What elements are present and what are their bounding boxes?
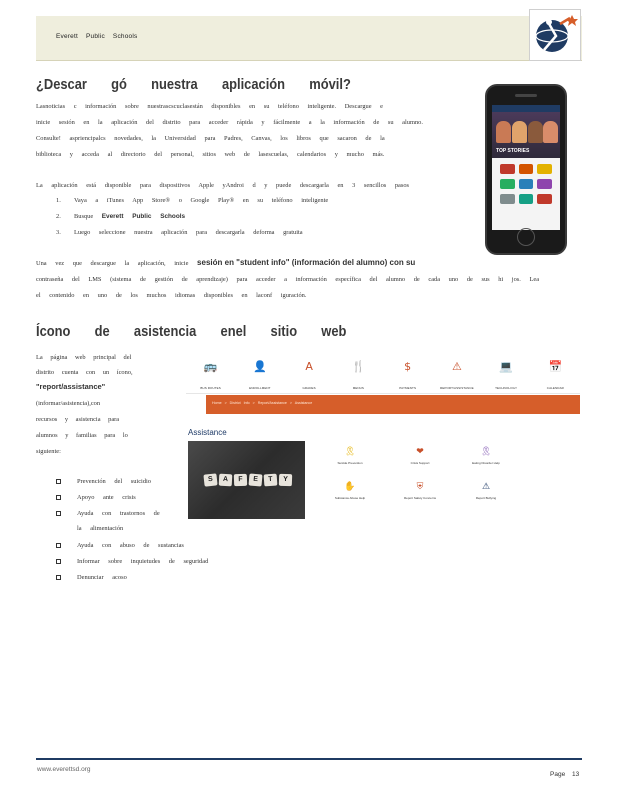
nav-label: ENROLLMENT (249, 386, 271, 390)
hand-heart-icon: ❤ (416, 447, 424, 457)
page-label: Page (550, 771, 566, 778)
app-paragraph-line: biblioteca y acceda al directorio del personal, sitios web de lasescuelas, calendarios y mucho más. (36, 151, 385, 158)
step-text: Luego seleccione nuestra aplicación para descargarla deforma gratuita (74, 229, 303, 236)
menu-icon: 🍴 (351, 360, 366, 373)
app-paragraph-line: Consulte! aspriencipalcs novedades, la Universidad para Padres, Canvas, los libros que sacaron de la (36, 135, 385, 142)
breadcrumb[interactable]: Home > District Info > Report/Assistance > Assistance (212, 401, 313, 405)
grades-icon: A (305, 360, 313, 373)
assistance-report-safety[interactable] (390, 481, 450, 500)
warning-icon: ⚠ (451, 360, 462, 373)
assistance-text-line: (informar/asistencia),con (36, 400, 101, 407)
nav-label: TECHNOLOGY (495, 386, 518, 390)
website-screenshot (186, 350, 580, 520)
assistance-eating-disorder[interactable] (456, 446, 516, 465)
assistance-text-line: siguiente: (36, 448, 61, 455)
ribbon-yellow-icon: 🎗 (344, 447, 356, 457)
step-number: 3. (56, 229, 61, 236)
app-banner-text: TOP STORIES (496, 148, 530, 154)
nav-calendar[interactable] (533, 356, 577, 393)
letter-block: T (264, 474, 278, 487)
letter-block: Y (279, 474, 292, 486)
hand-icon: ✋ (344, 482, 356, 492)
step-bold-text: Everett Public Schools (101, 213, 186, 220)
nav-menus[interactable] (336, 356, 380, 393)
nav-label: CALENDAR (546, 386, 564, 390)
app-tile-grid (492, 158, 560, 210)
step-text: Busque (74, 213, 94, 220)
assistance-report-bullying[interactable] (456, 481, 516, 500)
page-number-value: 13 (572, 771, 580, 778)
payment-icon: $ (404, 360, 412, 373)
nav-enrollment[interactable] (238, 356, 282, 393)
nav-bus-routes[interactable] (189, 356, 233, 393)
step-number: 1. (56, 197, 61, 204)
assistance-label: Suicide Prevention (337, 461, 363, 465)
assistance-label: Substance Abuse Help (334, 496, 366, 500)
bullet-continuation: la alimentación (77, 525, 124, 532)
bullet-item (56, 542, 184, 549)
footer-divider (36, 758, 582, 760)
assistance-suicide-prevention[interactable] (320, 446, 380, 465)
assistance-crisis-support[interactable] (390, 446, 450, 465)
assistance-label: Crisis Support (410, 461, 430, 465)
section-heading-app: ¿Descar gó nuestra aplicación móvil? (36, 76, 351, 93)
assistance-label: Report Safety Concerns (403, 496, 436, 500)
nav-report-assistance[interactable] (435, 356, 479, 393)
alert-icon: ⚠ (481, 482, 491, 492)
district-logo (529, 9, 581, 61)
bullet-item (56, 558, 208, 565)
nav-payments[interactable] (386, 356, 430, 393)
letter-block: E (249, 473, 263, 486)
footer-url[interactable]: www.everettsd.org (37, 766, 91, 773)
step-number: 2. (56, 213, 61, 220)
ribbon-purple-icon: 🎗 (480, 447, 492, 457)
safety-blocks-photo (188, 441, 305, 519)
phone-home-button (517, 228, 535, 246)
phone-speaker (515, 94, 537, 97)
bullet-text: Apoyo ante crisis (77, 494, 136, 501)
calendar-icon: 📅 (548, 360, 563, 373)
login-paragraph-line: contraseña del LMS (sistema de gestión de aprendizaje) para acceder a información específica del alumno de cada uno de sus hi jos. Lea (36, 276, 540, 283)
bullet-text: Denunciar acoso (77, 574, 127, 581)
app-paragraph-line: Lasnoticias c información sobre nuestrascscuclasestán disponibles en su teléfono inteligente. Descargue e (36, 103, 383, 110)
nav-label: REPORT/ASSISTANCE (439, 386, 474, 390)
assistance-label: Report Bullying (475, 496, 497, 500)
nav-label: GRADES (302, 386, 316, 390)
nav-label: MENUS (352, 386, 365, 390)
website-nav-row (186, 356, 580, 394)
assistance-text-line: La página web principal del (36, 354, 132, 361)
login-paragraph-line: el contenido en uno de los muchos idiomas disponibles en laconf iguración. (36, 292, 307, 299)
bullet-text: Informar sobre inquietudes de seguridad (77, 558, 209, 565)
bus-icon: 🚌 (203, 360, 218, 373)
nav-grades[interactable] (287, 356, 331, 393)
assistance-label: Eating Disorder Help (472, 461, 500, 465)
assistance-substance-abuse[interactable] (320, 481, 380, 500)
assistance-text-line: "report/assistance" (36, 382, 106, 391)
login-bold-text: sesión en "student info" (información del alumno) con su (197, 258, 416, 267)
breadcrumb-bar (206, 395, 580, 414)
step-text: Vaya a iTunes App Store® o Google Play® en su teléfono inteligente (74, 197, 329, 204)
step-item (56, 197, 328, 204)
letter-block: A (219, 474, 233, 487)
nav-label: BUS ROUTES (200, 386, 221, 390)
availability-paragraph: La aplicación está disponible para dispositivos Apple yAndroi d y puede descargarla en 3 sencillos pasos (36, 182, 410, 189)
assistance-text-line: alumnos y familias para lo (36, 432, 128, 439)
step-item (56, 229, 303, 236)
page-number (550, 771, 579, 778)
assistance-text-line: distrito cuenta con un ícono, (36, 369, 133, 376)
app-paragraph-line: inicie sesión en la aplicación del distrito para acceder rápida y fácilmente a la información de su alumno. (36, 119, 423, 126)
login-paragraph-line (36, 258, 415, 270)
login-text: Una vez que descargue la aplicación, inicie (36, 260, 189, 267)
header-title: Everett Public Schools (56, 33, 138, 40)
phone-screen (492, 105, 560, 230)
letter-block: S (203, 473, 217, 486)
nav-technology[interactable] (484, 356, 528, 393)
bullet-text: Ayuda con trastornos de (77, 510, 160, 517)
bullet-item (56, 494, 136, 501)
nav-label: PAYMENTS (399, 386, 417, 390)
bullet-item (56, 478, 151, 485)
bullet-item (56, 574, 127, 581)
bullet-item (56, 510, 160, 517)
app-status-bar (492, 105, 560, 112)
phone-mockup (485, 84, 567, 255)
shield-icon: ⛨ (416, 482, 424, 492)
letter-block: F (234, 474, 247, 486)
section-heading-assistance: Ícono de asistencia enel sitio web (36, 323, 347, 340)
bullet-text: Ayuda con abuso de sustancias (77, 542, 184, 549)
enrollment-icon: 👤 (253, 360, 267, 373)
app-banner-photo (492, 112, 560, 158)
laptop-icon: 💻 (499, 360, 513, 373)
assistance-text-line: recursos y asistencia para (36, 416, 120, 423)
step-item (56, 213, 185, 220)
assistance-heading: Assistance (188, 428, 227, 437)
bullet-text: Prevención del suicidio (77, 478, 151, 485)
